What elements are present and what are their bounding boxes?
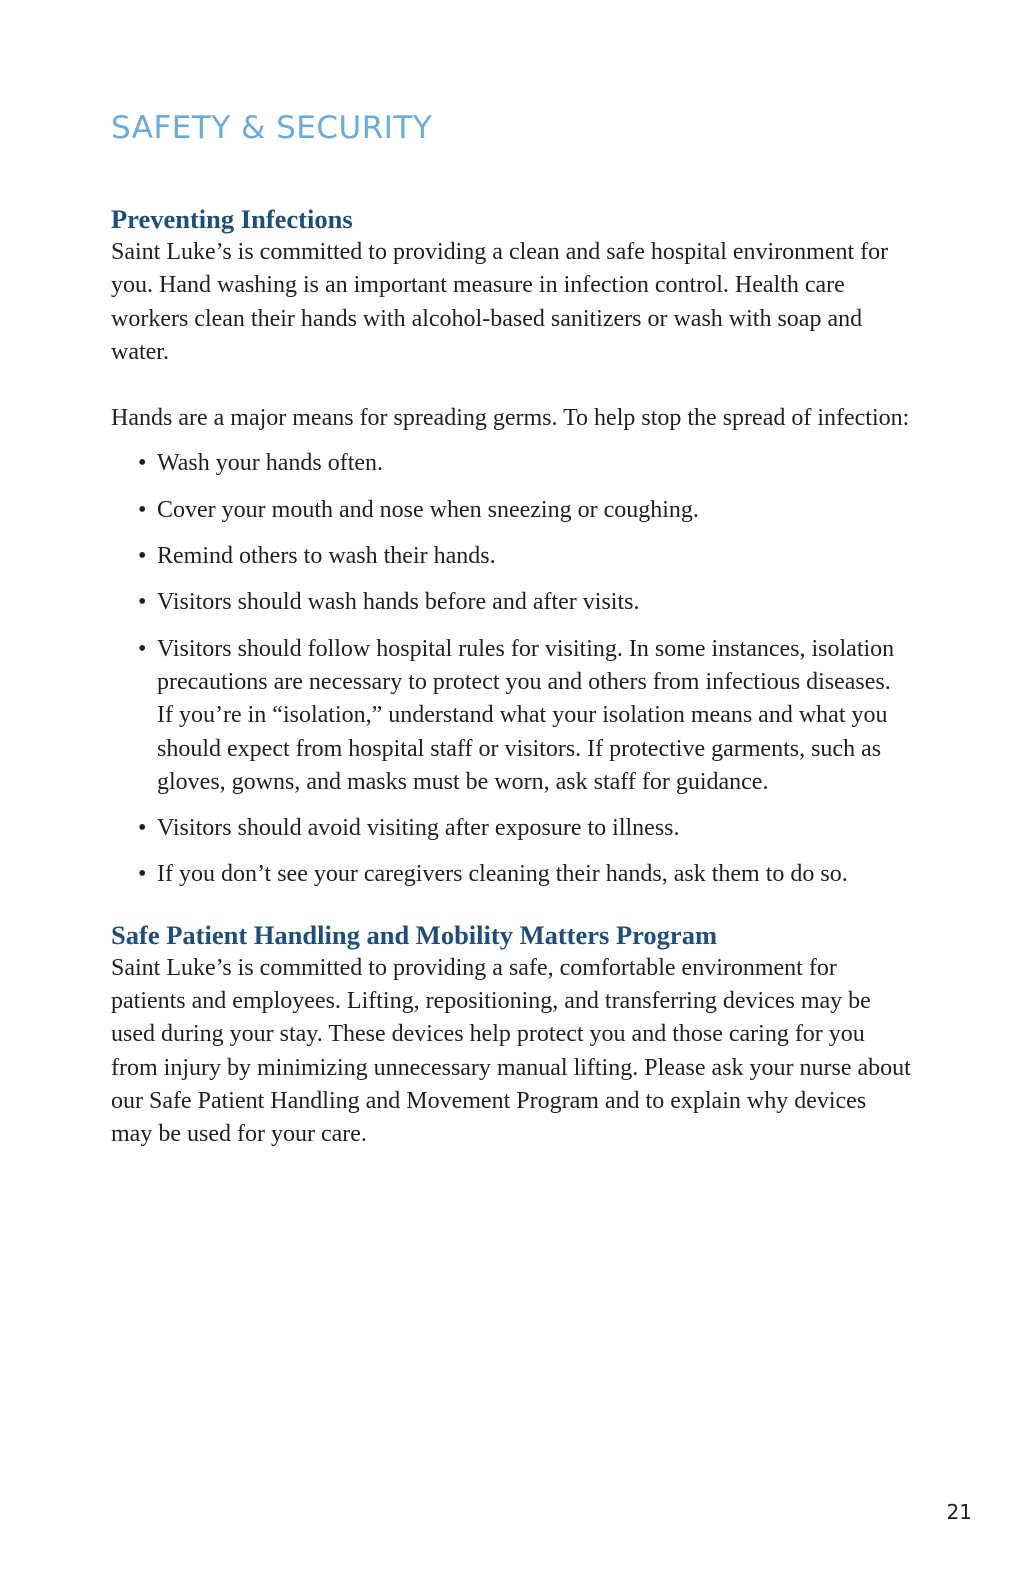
- list-item: [111, 447, 911, 480]
- list-item-text: Visitors should avoid visiting after exposure to illness.: [157, 815, 680, 842]
- bullet-icon: •: [138, 589, 147, 616]
- section-title: SAFETY & SECURITY: [111, 110, 433, 146]
- preventing-infections-heading: Preventing Infections: [111, 204, 353, 234]
- list-item: [111, 540, 911, 573]
- content: [111, 202, 911, 1152]
- list-item-text: Cover your mouth and nose when sneezing or coughing.: [157, 496, 699, 523]
- list-item-text: Visitors should wash hands before and after visits.: [157, 589, 640, 616]
- mobility-program-heading: Safe Patient Handling and Mobility Matters Program: [111, 919, 718, 950]
- mobility-program-section: [111, 918, 911, 1152]
- preventing-infections-section: [111, 202, 911, 892]
- list-item-text: Remind others to wash their hands.: [157, 543, 496, 570]
- bullet-icon: •: [138, 496, 147, 523]
- list-item: [111, 494, 911, 527]
- bullet-icon: •: [138, 450, 147, 477]
- list-item: [111, 812, 911, 845]
- page-number: 21: [946, 1500, 972, 1524]
- list-item-text: Wash your hands often.: [157, 450, 384, 477]
- bullet-icon: •: [138, 635, 147, 662]
- bullet-icon: •: [138, 815, 147, 842]
- list-item: [111, 586, 911, 619]
- preventing-infections-intro: Saint Luke’s is committed to providing a clean and safe hospital environment for you. Hand washing is an important measure in infection control. Health care workers clean their hands with alcohol-based sanitizers or wash with soap and water.: [111, 239, 889, 365]
- mobility-program-body: Saint Luke’s is committed to providing a safe, comfortable environment for patients and employees. Lifting, repositioning, and transferring devices may be used during your stay. These devices help protect you and those caring for you from injury by minimizing unnecessary manual lifting. Please ask your nurse about our Safe Patient Handling and Movement Program and to explain why devices may be used for your care.: [111, 954, 911, 1148]
- bullet-icon: •: [138, 861, 147, 888]
- list-item: [111, 633, 911, 799]
- infection-tips-list: [111, 447, 911, 891]
- bullet-icon: •: [138, 543, 147, 570]
- preventing-infections-lead: Hands are a major means for spreading germs. To help stop the spread of infection:: [111, 405, 910, 432]
- list-item: [111, 858, 911, 891]
- list-item-text: Visitors should follow hospital rules for visiting. In some instances, isolation precautions are necessary to protect you and others from infectious diseases. If you’re in “isolation,” understand what your isolation means and what you should expect from hospital staff or visitors. If protective garments, such as gloves, gowns, and masks must be worn, ask staff for guidance.: [157, 635, 895, 795]
- list-item-text: If you don’t see your caregivers cleaning their hands, ask them to do so.: [157, 861, 848, 888]
